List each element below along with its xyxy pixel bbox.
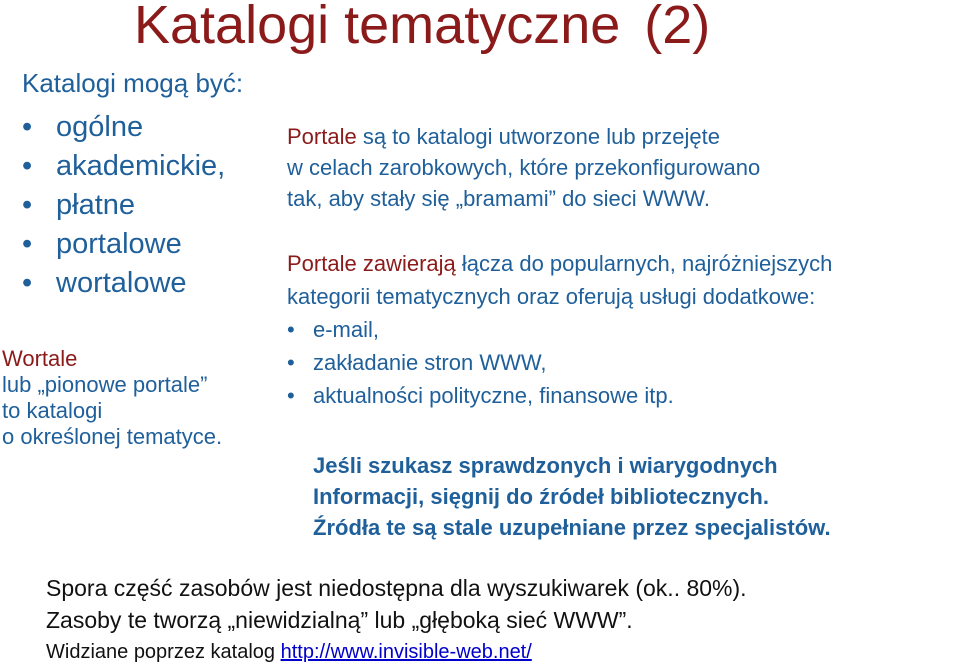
library-sources-note	[313, 450, 831, 543]
list-item: • portalowe	[22, 225, 225, 264]
bottom-line: Zasoby te tworzą „niewidzialną” lub „głęboką sieć WWW”.	[46, 607, 633, 633]
bottom-line: Widziane poprzez katalog	[46, 641, 281, 663]
catalog-intro: Katalogi mogą być:	[22, 68, 244, 98]
title-number: (2)	[644, 0, 711, 55]
list-item: • akademickie,	[22, 147, 225, 186]
wortale-definition	[2, 346, 302, 450]
bottom-line: Spora część zasobów jest niedostępna dla wyszukiwarek (ok.. 80%).	[46, 575, 747, 601]
note-line: Informacji, sięgnij do źródeł bibliotecznych.	[313, 484, 769, 509]
list-item: • ogólne	[22, 108, 225, 147]
list-item: • płatne	[22, 186, 225, 225]
catalog-types-list	[22, 108, 225, 303]
paragraph-text: są to katalogi utworzone lub przejęte	[356, 124, 720, 149]
portals-services-paragraph	[287, 247, 832, 412]
paragraph-text: tak, aby stały się „bramami” do sieci WWW.	[287, 186, 710, 211]
portals-highlight: Portale	[287, 124, 357, 149]
services-list	[287, 313, 832, 412]
wortale-line: lub „pionowe portale”	[2, 372, 208, 397]
slide-title	[134, 0, 710, 56]
portals-highlight: Portale zawierają	[287, 251, 456, 276]
list-item: • wortalowe	[22, 264, 225, 303]
portals-paragraph	[287, 121, 760, 214]
wortale-line: to katalogi	[2, 398, 103, 423]
list-item: • aktualności polityczne, finansowe itp.	[287, 379, 832, 412]
invisible-web-link[interactable]: http://www.invisible-web.net/	[280, 641, 532, 663]
list-item: • e-mail,	[287, 313, 832, 346]
title-main: Katalogi tematyczne	[134, 0, 621, 55]
wortale-line: o określonej tematyce.	[2, 424, 223, 449]
list-item: • zakładanie stron WWW,	[287, 346, 832, 379]
paragraph-text: kategorii tematycznych oraz oferują usługi dodatkowe:	[287, 284, 816, 309]
invisible-web-note	[46, 572, 747, 668]
note-line: Jeśli szukasz sprawdzonych i wiarygodnych	[313, 453, 778, 478]
note-line: Źródła te są stale uzupełniane przez specjalistów.	[313, 515, 831, 540]
paragraph-text: w celach zarobkowych, które przekonfigurowano	[287, 155, 761, 180]
wortale-word: Wortale	[2, 346, 78, 371]
paragraph-text: łącza do popularnych, najróżniejszych	[455, 251, 833, 276]
